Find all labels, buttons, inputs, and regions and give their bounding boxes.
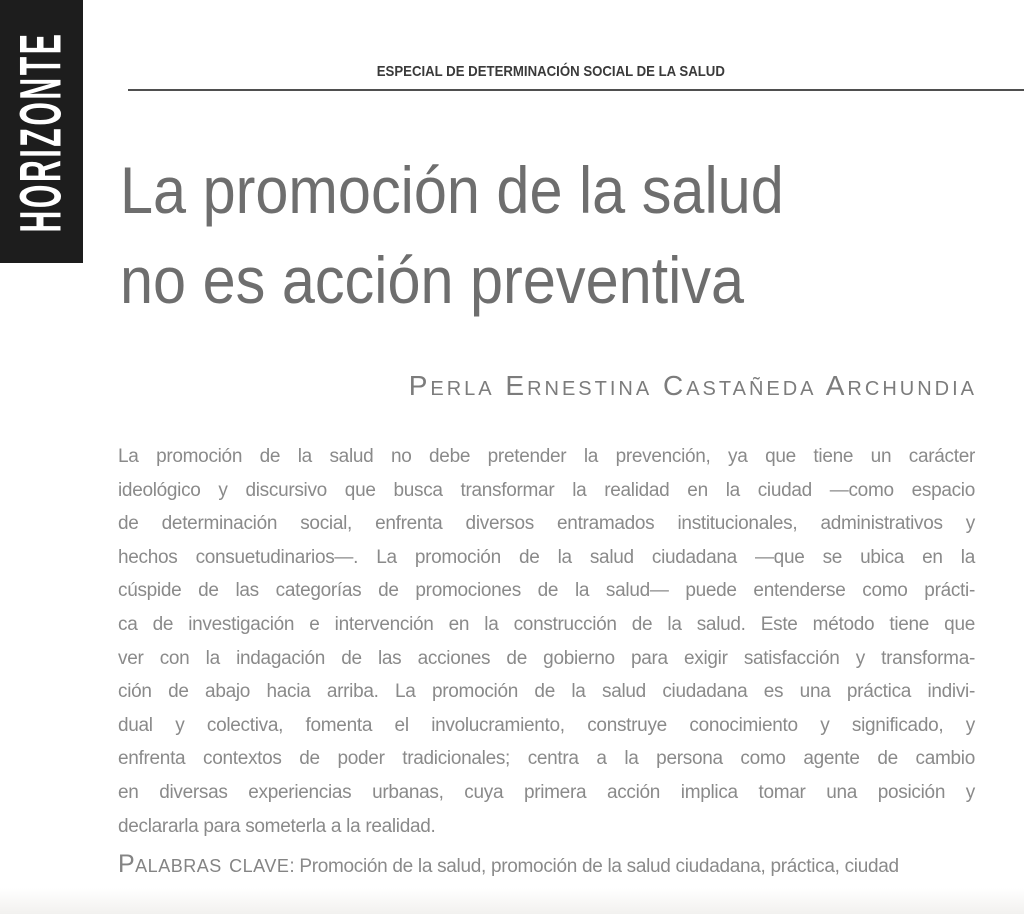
keywords-line (118, 850, 998, 879)
abstract-line: ideológico y discursivo que busca transformar la realidad en la ciudad —como espacio (118, 479, 975, 501)
author-name: Perla Ernestina Castañeda Archundia (408, 370, 977, 401)
abstract-line: enfrenta contextos de poder tradicionales; centra a la persona como agente de cambio (118, 748, 975, 770)
abstract-line: declararla para someterla a la realidad. (118, 815, 436, 837)
keywords-text: : Promoción de la salud, promoción de la salud ciudadana, práctica, ciudad (289, 856, 899, 877)
section-header-label: ESPECIAL DE DETERMINACIÓN SOCIAL DE LA SALUD (376, 63, 726, 80)
abstract-line: de determinación social, enfrenta diversos entramados institucionales, administrativos y (118, 513, 975, 535)
journal-banner (0, 0, 83, 263)
page-bottom-shade (0, 888, 1024, 914)
article-title (120, 145, 784, 325)
article-title-line: La promoción de la salud (120, 153, 784, 227)
abstract-line: en diversas experiencias urbanas, cuya primera acción implica tomar una posición y (118, 781, 975, 803)
journal-banner-title: HORIZONTE (8, 30, 74, 233)
abstract-line: hechos consuetudinarios—. La promoción de la salud ciudadana —que se ubica en la (118, 546, 975, 568)
abstract-paragraph (118, 440, 975, 843)
abstract-line: dual y colectiva, fomenta el involucramiento, construye conocimiento y significado, y (118, 714, 975, 736)
abstract-line: ver con la indagación de las acciones de gobierno para exigir satisfacción y transforma- (118, 647, 975, 669)
article-title-line: no es acción preventiva (120, 243, 745, 317)
abstract-line: ción de abajo hacia arriba. La promoción de la salud ciudadana es una práctica indivi- (118, 681, 975, 703)
abstract-line: ca de investigación e intervención en la construcción de la salud. Este método tiene que (118, 613, 975, 635)
keywords-label: Palabras clave (118, 850, 290, 878)
abstract-line: cúspide de las categorías de promociones de la salud— puede entenderse como prácti- (118, 580, 975, 602)
header-rule (128, 89, 1024, 91)
section-header (128, 63, 974, 81)
abstract-line: La promoción de la salud no debe pretender la prevención, ya que tiene un carácter (118, 446, 975, 467)
